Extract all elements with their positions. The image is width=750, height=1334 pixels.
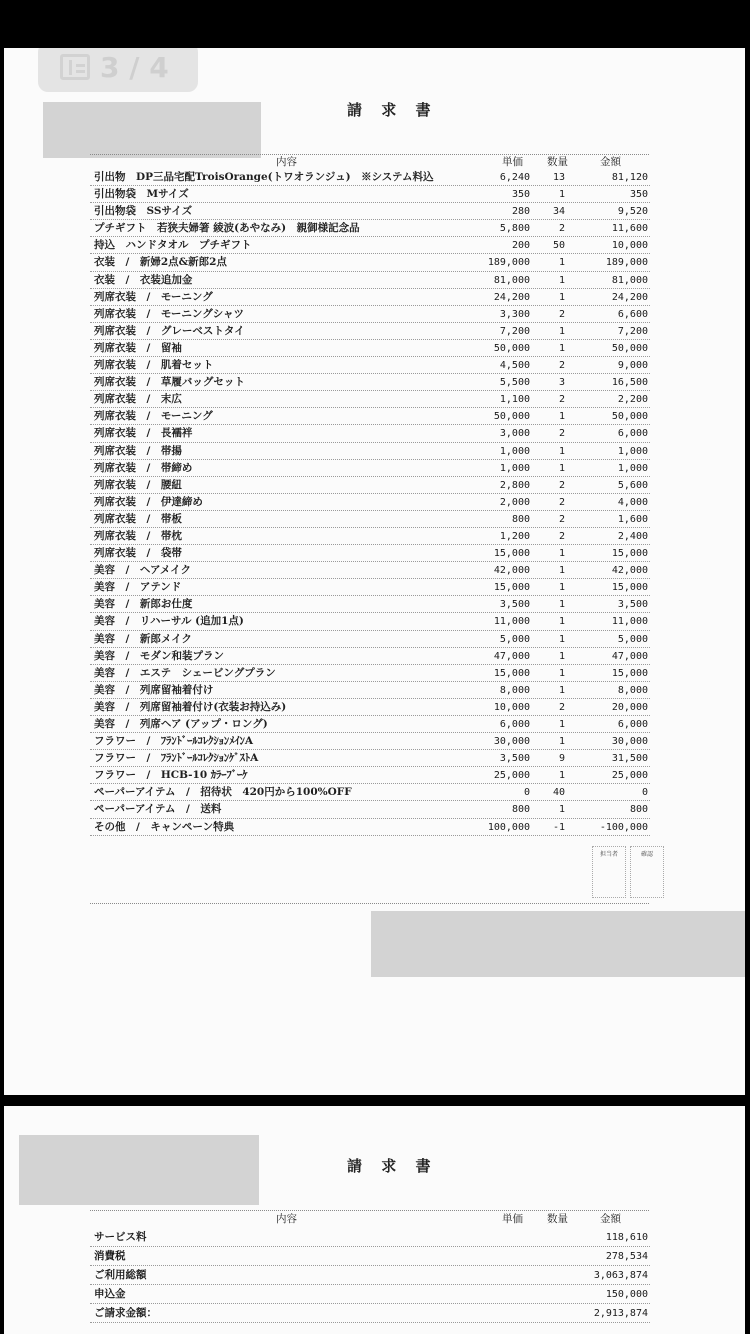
item-amount: 16,500 bbox=[611, 377, 648, 389]
summary-row bbox=[90, 1266, 650, 1285]
item-unit-price: 189,000 bbox=[487, 257, 530, 269]
item-amount: 81,120 bbox=[611, 172, 648, 183]
item-quantity: 1 bbox=[558, 667, 565, 679]
item-unit-price: 1,200 bbox=[499, 530, 530, 542]
item-description: ペーパーアイテム / 送料 bbox=[94, 803, 222, 816]
item-description: 美容 / 新郎お仕度 bbox=[94, 598, 193, 611]
item-description: 列席衣装 / 袋帯 bbox=[94, 547, 182, 560]
item-unit-price: 10,000 bbox=[493, 701, 530, 713]
item-quantity: 1 bbox=[558, 257, 565, 269]
table-row bbox=[90, 733, 650, 750]
table-row bbox=[90, 801, 650, 818]
item-amount: 20,000 bbox=[611, 701, 648, 713]
item-amount: 31,500 bbox=[611, 753, 648, 765]
table-row bbox=[90, 237, 650, 254]
item-amount: 25,000 bbox=[611, 770, 648, 782]
item-unit-price: 5,800 bbox=[499, 223, 530, 235]
stamp-box-confirm: 確認 bbox=[630, 846, 664, 898]
summary-amount: 118,610 bbox=[605, 1232, 648, 1243]
summary-row bbox=[90, 1228, 650, 1247]
item-description: 美容 / 列席留袖着付け(衣装お持込み) bbox=[94, 700, 287, 713]
header-unit-price: 単価 bbox=[502, 1213, 523, 1225]
table-row bbox=[90, 220, 650, 237]
summary-label: 申込金 bbox=[94, 1288, 126, 1300]
item-unit-price: 24,200 bbox=[493, 291, 530, 303]
header-amount: 金額 bbox=[600, 1213, 621, 1225]
table-row bbox=[90, 716, 650, 733]
table-row bbox=[90, 648, 650, 665]
item-quantity: 2 bbox=[558, 308, 565, 320]
stamp-box-staff: 担当者 bbox=[592, 846, 626, 898]
table-row bbox=[90, 699, 650, 716]
item-quantity: 2 bbox=[558, 701, 565, 713]
item-amount: 2,200 bbox=[617, 394, 648, 406]
table-row bbox=[90, 562, 650, 579]
item-description: 列席衣装 / 帯板 bbox=[94, 512, 182, 525]
summary-label: サービス料 bbox=[94, 1231, 147, 1243]
item-amount: 11,000 bbox=[611, 616, 648, 628]
item-description: 持込 ハンドタオル プチギフト bbox=[94, 239, 252, 252]
item-unit-price: 47,000 bbox=[493, 650, 530, 662]
item-amount: 800 bbox=[629, 804, 648, 816]
item-description: その他 / キャンペーン特典 bbox=[94, 820, 235, 833]
item-description: 引出物袋 Mサイズ bbox=[94, 188, 189, 201]
item-amount: 6,000 bbox=[617, 428, 648, 440]
summary-label: ご請求金額： bbox=[94, 1307, 157, 1319]
item-quantity: 1 bbox=[558, 274, 565, 286]
item-quantity: 1 bbox=[558, 582, 565, 594]
line-items-table bbox=[90, 169, 650, 836]
item-description: 列席衣装 / 長襦袢 bbox=[94, 427, 193, 440]
header-quantity: 数量 bbox=[547, 156, 568, 168]
item-unit-price: 7,200 bbox=[499, 325, 530, 337]
item-quantity: 1 bbox=[558, 650, 565, 662]
table-row bbox=[90, 631, 650, 648]
item-description: 列席衣装 / 草履バッグセット bbox=[94, 376, 245, 389]
item-unit-price: 5,000 bbox=[499, 633, 530, 645]
item-amount: 7,200 bbox=[617, 325, 648, 337]
item-unit-price: 2,000 bbox=[499, 496, 530, 508]
item-unit-price: 3,500 bbox=[499, 599, 530, 611]
item-description: 列席衣装 / 帯枕 bbox=[94, 529, 182, 542]
header-quantity: 数量 bbox=[547, 1213, 568, 1225]
item-amount: 15,000 bbox=[611, 667, 648, 679]
item-quantity: 2 bbox=[558, 360, 565, 372]
item-description: 美容 / アテンド bbox=[94, 581, 182, 594]
item-description: 美容 / リハーサル (追加1点) bbox=[94, 615, 244, 628]
item-amount: -100,000 bbox=[599, 821, 648, 833]
item-unit-price: 2,800 bbox=[499, 479, 530, 491]
item-unit-price: 1,000 bbox=[499, 445, 530, 457]
table-row bbox=[90, 443, 650, 460]
item-description: 美容 / 新郎メイク bbox=[94, 632, 192, 645]
item-unit-price: 42,000 bbox=[493, 565, 530, 577]
item-unit-price: 50,000 bbox=[493, 411, 530, 423]
page-counter bbox=[38, 48, 198, 92]
item-quantity: 1 bbox=[558, 599, 565, 611]
table-row bbox=[90, 477, 650, 494]
table-row bbox=[90, 254, 650, 271]
summary-amount: 3,063,874 bbox=[593, 1270, 648, 1281]
table-row bbox=[90, 767, 650, 784]
item-quantity: 2 bbox=[558, 394, 565, 406]
item-description: 美容 / 列席留袖着付け bbox=[94, 683, 214, 696]
item-unit-price: 350 bbox=[511, 189, 530, 201]
redacted-block bbox=[43, 102, 261, 158]
item-unit-price: 15,000 bbox=[493, 582, 530, 594]
item-description: 列席衣装 / グレーベストタイ bbox=[94, 324, 245, 337]
table-row bbox=[90, 186, 650, 203]
header-amount: 金額 bbox=[600, 156, 621, 168]
table-row bbox=[90, 545, 650, 562]
invoice-page-2 bbox=[4, 1106, 745, 1334]
item-amount: 15,000 bbox=[611, 582, 648, 594]
item-unit-price: 1,100 bbox=[499, 394, 530, 406]
item-quantity: 1 bbox=[558, 736, 565, 748]
item-description: 列席衣装 / 腰紐 bbox=[94, 478, 182, 491]
item-unit-price: 3,000 bbox=[499, 428, 530, 440]
item-amount: 1,000 bbox=[617, 462, 648, 474]
header-description: 内容 bbox=[276, 1213, 297, 1225]
header-description: 内容 bbox=[276, 156, 297, 168]
item-amount: 3,500 bbox=[617, 599, 648, 611]
item-unit-price: 6,240 bbox=[499, 172, 530, 183]
page-icon bbox=[60, 54, 90, 80]
item-amount: 9,520 bbox=[617, 206, 648, 218]
item-description: 美容 / モダン和装プラン bbox=[94, 649, 224, 662]
item-unit-price: 4,500 bbox=[499, 360, 530, 372]
item-description: 衣装 / 新婦2点&新郎2点 bbox=[94, 256, 227, 269]
item-quantity: 2 bbox=[558, 223, 565, 235]
item-description: フラワー / HCB-10 ｶﾗｰﾌﾞｰｹ bbox=[94, 769, 248, 782]
item-quantity: 2 bbox=[558, 530, 565, 542]
summary-row bbox=[90, 1304, 650, 1323]
invoice-title: 請 求 書 bbox=[347, 101, 438, 119]
table-row bbox=[90, 494, 650, 511]
item-quantity: 50 bbox=[552, 240, 565, 252]
item-amount: 9,000 bbox=[617, 360, 648, 372]
table-row bbox=[90, 374, 650, 391]
item-unit-price: 0 bbox=[523, 787, 530, 799]
item-amount: 1,000 bbox=[617, 445, 648, 457]
item-unit-price: 800 bbox=[511, 804, 530, 816]
table-row bbox=[90, 819, 650, 836]
item-unit-price: 800 bbox=[511, 513, 530, 525]
item-unit-price: 3,500 bbox=[499, 753, 530, 765]
item-unit-price: 280 bbox=[511, 206, 530, 218]
table-row bbox=[90, 169, 650, 186]
item-amount: 11,600 bbox=[611, 223, 648, 235]
item-amount: 24,200 bbox=[611, 291, 648, 303]
item-quantity: 13 bbox=[552, 172, 565, 183]
item-amount: 50,000 bbox=[611, 342, 648, 354]
header-unit-price: 単価 bbox=[502, 156, 523, 168]
item-unit-price: 6,000 bbox=[499, 719, 530, 730]
item-quantity: 1 bbox=[558, 342, 565, 354]
item-amount: 350 bbox=[629, 189, 648, 201]
divider bbox=[90, 903, 649, 904]
item-unit-price: 30,000 bbox=[493, 736, 530, 748]
item-amount: 50,000 bbox=[611, 411, 648, 423]
table-row bbox=[90, 511, 650, 528]
item-quantity: 3 bbox=[558, 377, 565, 389]
summary-row bbox=[90, 1247, 650, 1266]
table-row bbox=[90, 272, 650, 289]
item-unit-price: 200 bbox=[511, 240, 530, 252]
item-description: 列席衣装 / モーニングシャツ bbox=[94, 307, 244, 320]
item-description: 美容 / 列席ヘア (アップ・ロング) bbox=[94, 718, 268, 730]
item-quantity: 40 bbox=[552, 787, 565, 799]
table-row bbox=[90, 528, 650, 545]
item-amount: 5,600 bbox=[617, 479, 648, 491]
item-unit-price: 1,000 bbox=[499, 462, 530, 474]
item-description: 列席衣装 / 帯揚 bbox=[94, 444, 182, 457]
item-unit-price: 25,000 bbox=[493, 770, 530, 782]
item-quantity: 1 bbox=[558, 770, 565, 782]
table-row bbox=[90, 425, 650, 442]
item-unit-price: 3,300 bbox=[499, 308, 530, 320]
item-quantity: 1 bbox=[558, 325, 565, 337]
summary-label: 消費税 bbox=[94, 1250, 126, 1262]
summary-label: ご利用総額 bbox=[94, 1269, 147, 1281]
summary-row bbox=[90, 1285, 650, 1304]
item-quantity: 1 bbox=[558, 633, 565, 645]
item-quantity: 1 bbox=[558, 445, 565, 457]
table-row bbox=[90, 596, 650, 613]
item-amount: 42,000 bbox=[611, 565, 648, 577]
item-unit-price: 15,000 bbox=[493, 548, 530, 560]
table-row bbox=[90, 460, 650, 477]
invoice-title: 請 求 書 bbox=[347, 1157, 438, 1175]
item-unit-price: 11,000 bbox=[493, 616, 530, 628]
item-description: 衣装 / 衣装追加金 bbox=[94, 273, 193, 286]
item-description: 引出物袋 SSサイズ bbox=[94, 205, 193, 218]
item-quantity: 1 bbox=[558, 804, 565, 816]
table-row bbox=[90, 579, 650, 596]
item-quantity: 34 bbox=[552, 206, 565, 218]
table-row bbox=[90, 682, 650, 699]
redacted-block bbox=[371, 911, 745, 977]
item-unit-price: 15,000 bbox=[493, 667, 530, 679]
item-amount: 8,000 bbox=[617, 684, 648, 696]
table-row bbox=[90, 357, 650, 374]
table-row bbox=[90, 340, 650, 357]
item-quantity: 1 bbox=[558, 462, 565, 474]
item-description: ペーパーアイテム / 招待状 420円から100%OFF bbox=[94, 786, 352, 799]
item-amount: 189,000 bbox=[605, 257, 648, 269]
page-indicator-text: 3 / 4 bbox=[100, 50, 169, 84]
item-description: プチギフト 若狭夫婦箸 綾波(あやなみ) 親御様記念品 bbox=[94, 222, 360, 235]
item-amount: 30,000 bbox=[611, 736, 648, 748]
item-quantity: 1 bbox=[558, 548, 565, 560]
item-quantity: 2 bbox=[558, 479, 565, 491]
item-amount: 81,000 bbox=[611, 274, 648, 286]
item-description: 列席衣装 / モーニング bbox=[94, 410, 213, 423]
item-amount: 10,000 bbox=[611, 240, 648, 252]
table-row bbox=[90, 613, 650, 630]
item-description: フラワー / ﾌﾗﾝﾄﾞｰﾙｺﾚｸｼｮﾝｹﾞｽﾄA bbox=[94, 752, 259, 765]
item-amount: 15,000 bbox=[611, 548, 648, 560]
summary-table bbox=[90, 1228, 650, 1323]
table-row bbox=[90, 408, 650, 425]
redacted-block bbox=[19, 1135, 259, 1205]
item-amount: 5,000 bbox=[617, 633, 648, 645]
item-description: 列席衣装 / 帯締め bbox=[94, 461, 193, 474]
item-unit-price: 8,000 bbox=[499, 684, 530, 696]
item-description: 美容 / ヘアメイク bbox=[94, 564, 191, 577]
item-amount: 2,400 bbox=[617, 530, 648, 542]
item-amount: 47,000 bbox=[611, 650, 648, 662]
item-amount: 4,000 bbox=[617, 496, 648, 508]
invoice-page-1 bbox=[4, 48, 745, 1095]
table-row bbox=[90, 323, 650, 340]
item-unit-price: 5,500 bbox=[499, 377, 530, 389]
item-quantity: 1 bbox=[558, 719, 565, 730]
item-quantity: 9 bbox=[558, 753, 565, 765]
item-quantity: 1 bbox=[558, 291, 565, 303]
item-quantity: 2 bbox=[558, 428, 565, 440]
table-row bbox=[90, 784, 650, 801]
item-description: 列席衣装 / 伊達締め bbox=[94, 495, 203, 508]
item-description: 美容 / エステ シェービングプラン bbox=[94, 666, 276, 679]
item-quantity: 2 bbox=[558, 513, 565, 525]
table-row bbox=[90, 750, 650, 767]
summary-amount: 2,913,874 bbox=[593, 1308, 648, 1319]
summary-amount: 150,000 bbox=[605, 1289, 648, 1300]
item-description: 列席衣装 / 肌着セット bbox=[94, 359, 214, 372]
item-quantity: 1 bbox=[558, 684, 565, 696]
table-row bbox=[90, 391, 650, 408]
item-quantity: 2 bbox=[558, 496, 565, 508]
item-description: 列席衣装 / モーニング bbox=[94, 290, 213, 303]
item-amount: 6,600 bbox=[617, 308, 648, 320]
table-row bbox=[90, 203, 650, 220]
item-unit-price: 81,000 bbox=[493, 274, 530, 286]
table-row bbox=[90, 665, 650, 682]
item-quantity: 1 bbox=[558, 616, 565, 628]
table-row bbox=[90, 289, 650, 306]
item-amount: 0 bbox=[641, 787, 648, 799]
item-unit-price: 100,000 bbox=[487, 821, 530, 833]
item-amount: 1,600 bbox=[617, 513, 648, 525]
item-amount: 6,000 bbox=[617, 719, 648, 730]
item-description: 引出物 DP三品宅配TroisOrange(トワオランジュ) ※システム料込 bbox=[94, 171, 434, 183]
item-description: 列席衣装 / 留袖 bbox=[94, 341, 182, 354]
item-unit-price: 50,000 bbox=[493, 342, 530, 354]
item-description: 列席衣装 / 末広 bbox=[94, 393, 182, 406]
table-row bbox=[90, 306, 650, 323]
item-quantity: 1 bbox=[558, 411, 565, 423]
item-quantity: 1 bbox=[558, 189, 565, 201]
summary-amount: 278,534 bbox=[605, 1251, 648, 1262]
item-quantity: -1 bbox=[552, 821, 565, 833]
item-quantity: 1 bbox=[558, 565, 565, 577]
item-description: フラワー / ﾌﾗﾝﾄﾞｰﾙｺﾚｸｼｮﾝﾒｲﾝA bbox=[94, 735, 253, 748]
